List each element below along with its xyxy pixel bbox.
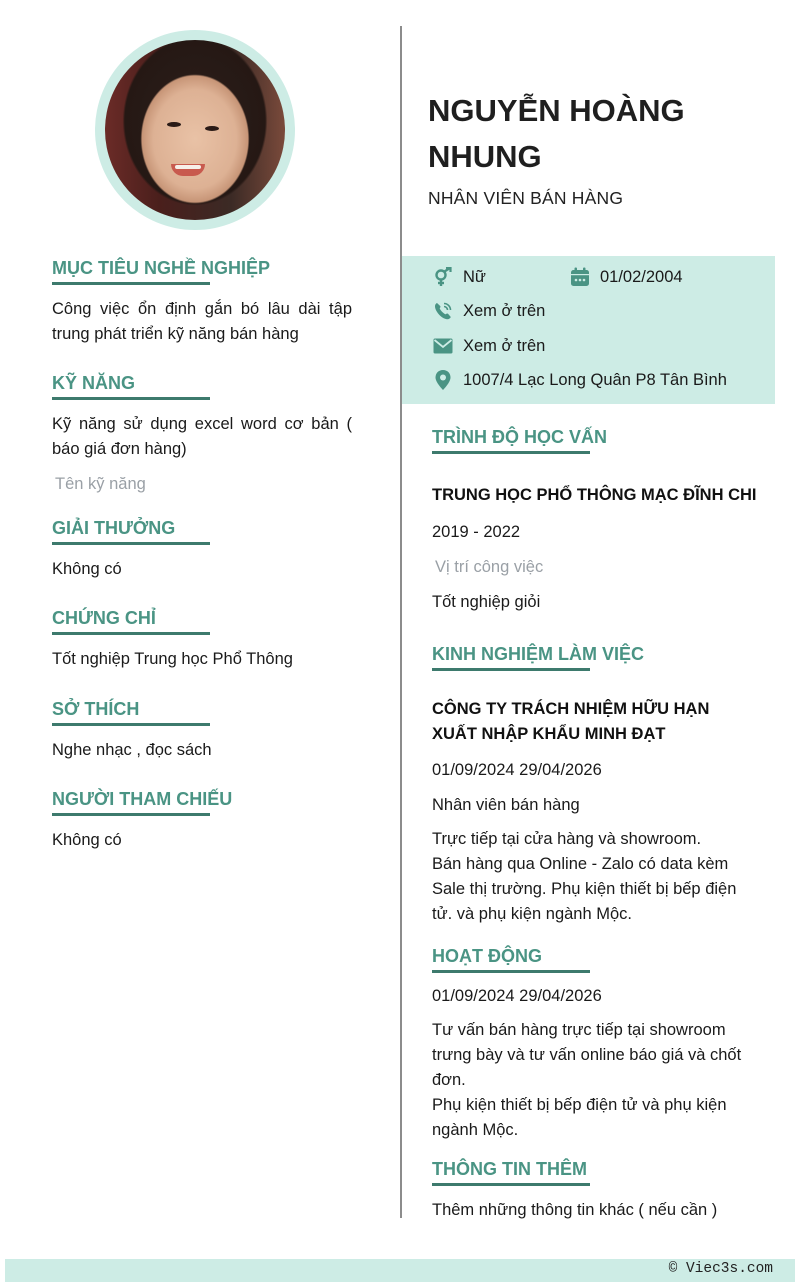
skills-text[interactable]: Kỹ năng sử dụng excel word cơ bản ( báo giá đơn hàng) (52, 415, 352, 458)
additional-info-text[interactable]: Thêm những thông tin khác ( nếu cần ) (432, 1201, 718, 1219)
avatar-eye (167, 122, 181, 127)
avatar-frame (95, 30, 295, 230)
description-line: tử. và phụ kiện ngành Mộc. (432, 905, 632, 923)
birthday-row (569, 266, 683, 288)
section-activities (432, 946, 762, 1143)
description-line: Tư vấn bán hàng trực tiếp tại showroom (432, 1021, 726, 1039)
awards-text[interactable]: Không có (52, 560, 122, 578)
mail-icon (432, 335, 454, 357)
activities-period[interactable]: 01/09/2024 29/04/2026 (432, 987, 602, 1005)
birthday-value[interactable]: 01/02/2004 (600, 267, 683, 286)
gender-value[interactable]: Nữ (463, 267, 486, 286)
activities-description[interactable] (432, 1018, 762, 1143)
section-objective (52, 258, 352, 347)
certificates-text[interactable]: Tốt nghiệp Trung học Phổ Thông (52, 650, 293, 668)
section-title-awards: GIẢI THƯỞNG (52, 518, 175, 545)
skill-name-placeholder[interactable]: Tên kỹ năng (55, 475, 146, 493)
section-title-objective: MỤC TIÊU NGHỀ NGHIỆP (52, 258, 270, 285)
experience-period[interactable]: 01/09/2024 29/04/2026 (432, 761, 602, 779)
column-divider (400, 26, 402, 1218)
section-awards (52, 518, 352, 582)
avatar-eye (205, 126, 219, 131)
section-title-activities: HOẠT ĐỘNG (432, 946, 542, 973)
education-position-placeholder[interactable]: Vị trí công việc (435, 558, 544, 576)
description-line: trưng bày và tư vấn online báo giá và chốt (432, 1046, 742, 1064)
job-position[interactable]: NHÂN VIÊN BÁN HÀNG (428, 188, 624, 208)
address-value[interactable]: 1007/4 Lạc Long Quân P8 Tân Bình (463, 370, 727, 389)
full-name[interactable]: NGUYỄN HOÀNG NHUNG (428, 93, 685, 174)
email-row (432, 335, 545, 357)
avatar-teeth (175, 165, 201, 169)
description-line: Sale thị trường. Phụ kiện thiết bị bếp điện (432, 880, 737, 898)
avatar[interactable] (105, 40, 285, 220)
phone-icon (432, 300, 454, 322)
objective-text[interactable]: Công việc ổn định gắn bó lâu dài tập trung phát triển kỹ năng bán hàng (52, 300, 352, 343)
description-line: ngành Mộc. (432, 1121, 519, 1139)
section-title-certificates: CHỨNG CHỈ (52, 608, 156, 635)
contact-info-panel (402, 256, 775, 404)
description-line: đơn. (432, 1071, 466, 1089)
copyright-text: © Viec3s.com (668, 1261, 773, 1277)
location-pin-icon (432, 369, 454, 391)
description-line: Trực tiếp tại cửa hàng và showroom. (432, 830, 702, 848)
description-line: Bán hàng qua Online - Zalo có data kèm (432, 855, 729, 873)
section-references (52, 789, 352, 853)
school-name[interactable]: TRUNG HỌC PHỔ THÔNG MẠC ĐĨNH CHI (432, 486, 757, 504)
section-title-references: NGƯỜI THAM CHIẾU (52, 789, 232, 816)
footer-bar (5, 1259, 795, 1282)
section-hobbies (52, 699, 352, 763)
address-row (432, 369, 727, 391)
email-value[interactable]: Xem ở trên (463, 336, 546, 355)
section-additional-info (432, 1159, 762, 1223)
phone-row (432, 300, 545, 322)
education-description[interactable]: Tốt nghiệp giỏi (432, 593, 541, 611)
calendar-icon (569, 266, 591, 288)
experience-description[interactable] (432, 827, 762, 927)
section-title-additional-info: THÔNG TIN THÊM (432, 1159, 587, 1186)
section-title-hobbies: SỞ THÍCH (52, 699, 139, 726)
section-title-education: TRÌNH ĐỘ HỌC VẤN (432, 427, 607, 454)
section-certificates (52, 608, 352, 672)
hobbies-text[interactable]: Nghe nhạc , đọc sách (52, 741, 212, 759)
section-experience (432, 644, 762, 927)
section-skills (52, 373, 352, 497)
phone-value[interactable]: Xem ở trên (463, 301, 546, 320)
experience-role[interactable]: Nhân viên bán hàng (432, 796, 580, 814)
section-title-skills: KỸ NĂNG (52, 373, 135, 400)
company-name[interactable]: CÔNG TY TRÁCH NHIỆM HỮU HẠN XUẤT NHẬP KHẨU MINH ĐẠT (432, 700, 710, 743)
references-text[interactable]: Không có (52, 831, 122, 849)
section-education (432, 427, 762, 615)
education-period[interactable]: 2019 - 2022 (432, 523, 521, 541)
section-title-experience: KINH NGHIỆM LÀM VIỆC (432, 644, 644, 671)
gender-row (432, 266, 486, 288)
description-line: Phụ kiện thiết bị bếp điện tử và phụ kiện (432, 1096, 727, 1114)
gender-icon (432, 266, 454, 288)
